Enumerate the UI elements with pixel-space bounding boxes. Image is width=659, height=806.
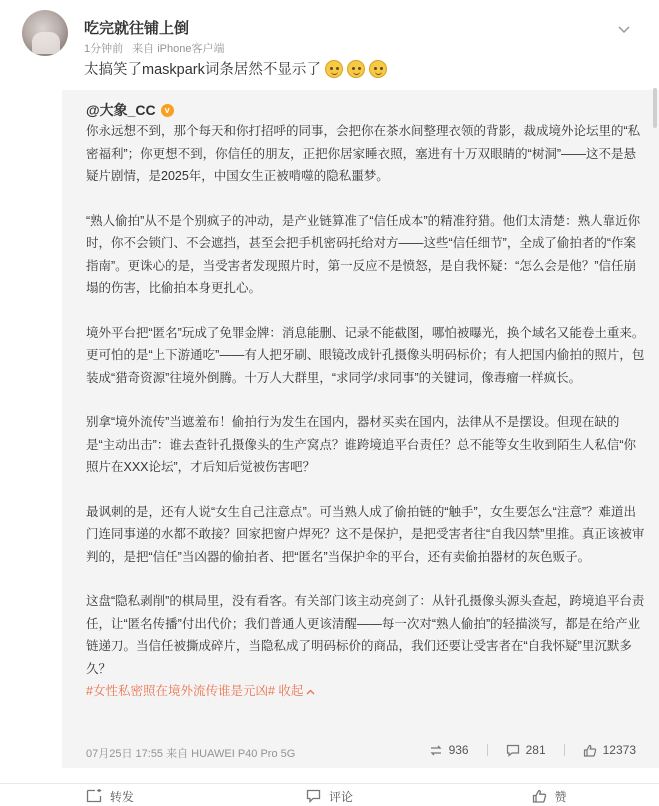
comment-label: 评论 [329, 789, 354, 804]
action-bar [0, 786, 659, 806]
comment-button[interactable] [220, 786, 440, 806]
like-button[interactable] [439, 786, 659, 806]
comment-icon [506, 744, 520, 757]
repost-body [86, 120, 646, 703]
repost-label: 转发 [109, 789, 134, 804]
like-count: 12373 [602, 743, 636, 757]
repost-paragraph: 别拿“境外流传”当遮羞布！偷拍行为发生在国内，器材买卖在国内，法律从不是摆设。但现在缺的是“主动出击”：谁去查针孔摄像头的生产窝点？谁跨境追平台责任？总不能等女生收到陌生人私信“你照片在XXX论坛”，才后知后觉被伤害吧？ [86, 415, 636, 474]
repost-time[interactable]: 07月25日 17:55 [86, 748, 164, 760]
avatar[interactable] [22, 10, 68, 56]
repost-paragraph: 境外平台把“匿名”玩成了免罪金牌：消息能删、记录不能截图，哪怕被曝光，换个域名又能卷土重来。更可怕的是“上下游通吃”——有人把牙刷、眼镜改成针孔摄像头明码标价；有人把国内偷拍的照片，包装成“猎奇资源”往境外倒腾。十万人大群里，“求同学/求同事”的关键词，像毒瘤一样疯长。 [86, 325, 645, 385]
repost-icon [86, 789, 102, 803]
post-time[interactable]: 1分钟前 [84, 43, 124, 55]
repost-author[interactable] [86, 100, 174, 120]
repost-button[interactable] [0, 786, 220, 806]
repost-count-button[interactable] [429, 743, 469, 757]
repost-meta [86, 745, 295, 761]
repost-source: 来自 HUAWEI P40 Pro 5G [166, 748, 296, 760]
scrollbar[interactable] [653, 88, 657, 128]
collapse-label: 收起 [278, 684, 304, 698]
thumbs-up-icon [532, 789, 547, 803]
action-bar-divider [0, 783, 659, 784]
post-text-content: 太搞笑了maskpark词条居然不显示了 [84, 62, 321, 78]
thumbs-up-icon [583, 744, 597, 757]
post-source: 来自 iPhone客户端 [132, 43, 225, 55]
repost-footer [86, 743, 646, 761]
repost-count: 936 [448, 743, 469, 757]
repost-paragraph: 这盘“隐私剥削”的棋局里，没有看客。有关部门该主动亮剑了：从针孔摄像头源头查起，跨境追平台责任，让“匿名传播”付出代价；我们普通人更该清醒——每一次对“熟人偷拍”的轻描淡写，都是在给产业链递刀。当信任被撕成碎片，当隐私成了明码标价的商品，我们还要让受害者在“自我怀疑”里沉默多久？ [86, 594, 645, 676]
comment-count-button[interactable] [506, 743, 546, 757]
repost-author-name[interactable]: @大象_CC [86, 102, 156, 118]
comment-icon [306, 789, 321, 803]
like-count-button[interactable] [583, 743, 636, 757]
repost-paragraph: 你永远想不到，那个每天和你打招呼的同事，会把你在茶水间整理衣领的背影，裁成境外论坛里的“私密福利”；你更想不到，你信任的朋友，正把你居家睡衣照，塞进有十万双眼睛的“树洞”——这不是悬疑片剧情，是2025年，中国女生正被啃噬的隐私噩梦。 [86, 124, 641, 183]
repost-paragraph: “熟人偷拍”从不是个别疯子的冲动，是产业链算准了“信任成本”的精准狩猎。他们太清楚：熟人靠近你时，你不会锁门、不会遮挡，甚至会把手机密码托给对方——这些“信任细节”，全成了偷拍者的“作案指南”。更诛心的是，当受害者发现照片时，第一反应不是愤怒，是自我怀疑：“怎么会是他？”信任崩塌的伤害，比偷拍本身更扎心。 [86, 213, 641, 295]
post-meta [84, 40, 225, 56]
repost-stats [411, 743, 636, 757]
repost-paragraph: 最讽刺的是，还有人说“女生自己注意点”。可当熟人成了偷拍链的“触手”，女生要怎么“注意”？难道出门连同事递的水都不敢接？回家把窗户焊死？这不是保护，是把受害者往“自我囚禁”里推。真正该被审判的，是把“信任”当凶器的偷拍者、把“匿名”当保护伞的平台，还有卖偷拍器材的灰色贩子。 [86, 504, 645, 564]
chevron-down-icon[interactable] [618, 26, 630, 34]
smile-emoji-icon [347, 60, 365, 78]
smile-emoji-icon [369, 60, 387, 78]
verified-badge-icon: v [161, 104, 174, 117]
comment-count: 281 [525, 743, 546, 757]
post-text [84, 58, 387, 79]
chevron-up-icon [306, 689, 315, 695]
reposted-weibo[interactable] [62, 90, 659, 768]
smile-emoji-icon [325, 60, 343, 78]
like-label: 赞 [554, 789, 567, 804]
post-header [22, 10, 642, 55]
username[interactable]: 吃完就往铺上倒 [84, 20, 190, 37]
stat-divider [487, 744, 488, 756]
stat-divider [564, 744, 565, 756]
topic-hashtag-link[interactable]: #女性私密照在境外流传谁是元凶# [86, 684, 275, 698]
hashtag-line [86, 680, 646, 703]
repost-icon [429, 744, 443, 757]
collapse-link[interactable] [278, 684, 315, 698]
